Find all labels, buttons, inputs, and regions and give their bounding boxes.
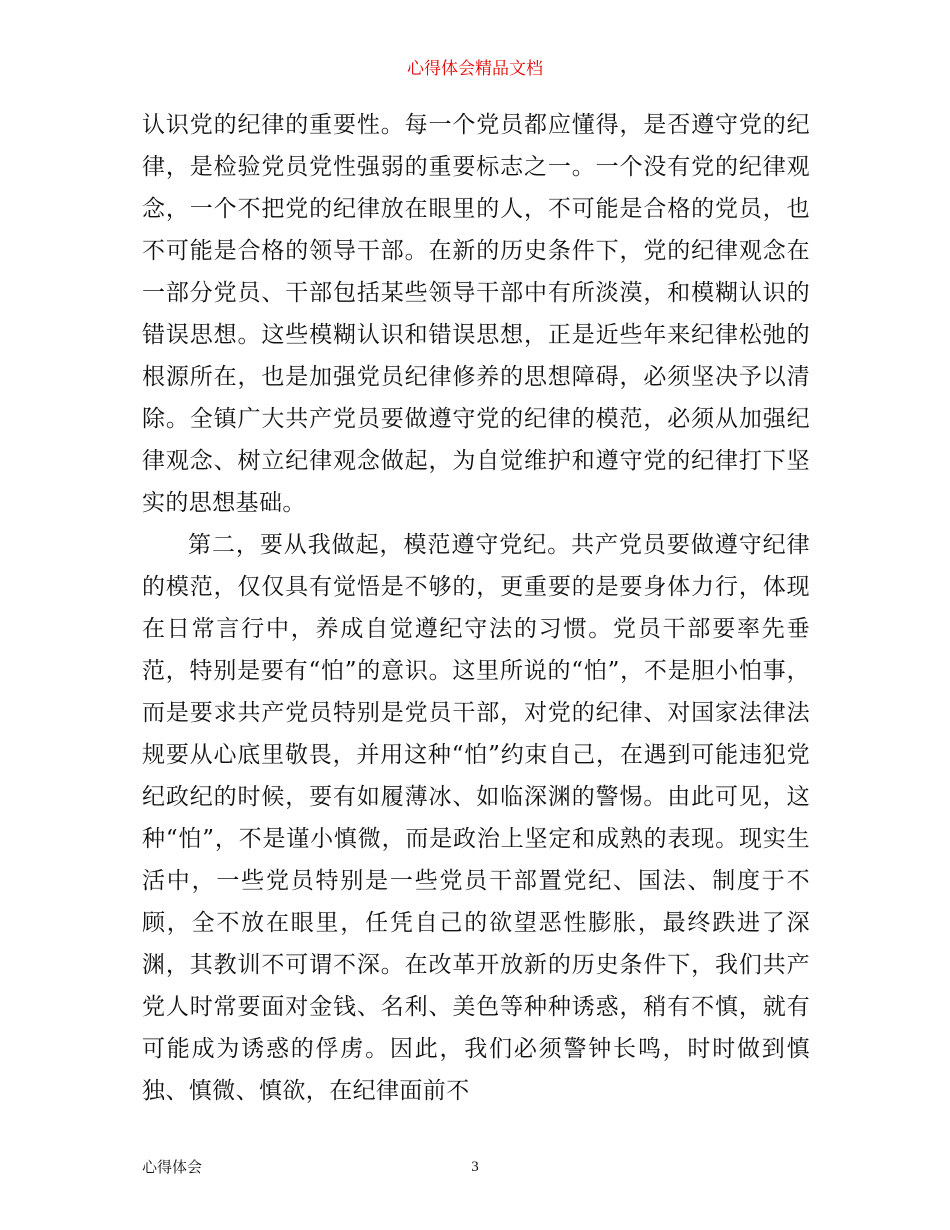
paragraph-discipline-awareness: 认识党的纪律的重要性。每一个党员都应懂得，是否遵守党的纪律，是检验党员党性强弱的重要标志之一。一个没有党的纪律观念，一个不把党的纪律放在眼里的人，不可能是合格的党员，也不可能是合格的领导干部。在新的历史条件下，党的纪律观念在一部分党员、干部包括某些领导干部中有所淡漠，和模糊认识的错误思想。这些模糊认识和错误思想，正是近些年来纪律松弛的根源所在，也是加强党员纪律修养的思想障碍，必须坚决予以清除。全镇广大共产党员要做遵守党的纪律的模范，必须从加强纪律观念、树立纪律观念做起，为自觉维护和遵守党的纪律打下坚实的思想基础。 bbox=[142, 112, 810, 516]
footer-label: 心得体会 bbox=[142, 1158, 203, 1176]
paragraph-second-point: 第二，要从我做起，模范遵守党纪。共产党员要做遵守纪律的模范，仅仅具有觉悟是不够的，更重要的是要身体力行，体现在日常言行中，养成自觉遵纪守法的习惯。党员干部要率先垂范，特别是要有“怕”的意识。这里所说的“怕”，不是胆小怕事，而是要求共产党员特别是党员干部，对党的纪律、对国家法律法规要从心底里敬畏，并用这种“怕”约束自己，在遇到可能违犯党纪政纪的时候，要有如履薄冰、如临深渊的警惕。由此可见，这种“怕”，不是谨小慎微，而是政治上坚定和成熟的表现。现实生活中，一些党员特别是一些党员干部置党纪、国法、制度于不顾，全不放在眼里，任凭自己的欲望恶性膨胀，最终跌进了深渊，其教训不可谓不深。在改革开放新的历史条件下，我们共产党人时常要面对金钱、名利、美色等种种诱惑，稍有不慎，就有可能成为诱惑的俘虏。因此，我们必须警钟长鸣，时时做到慎独、慎微、慎欲，在纪律面前不 bbox=[142, 532, 810, 1104]
page-number: 3 bbox=[471, 1159, 479, 1175]
document-header-title: 心得体会精品文档 bbox=[407, 59, 543, 79]
document-body bbox=[142, 104, 810, 1112]
